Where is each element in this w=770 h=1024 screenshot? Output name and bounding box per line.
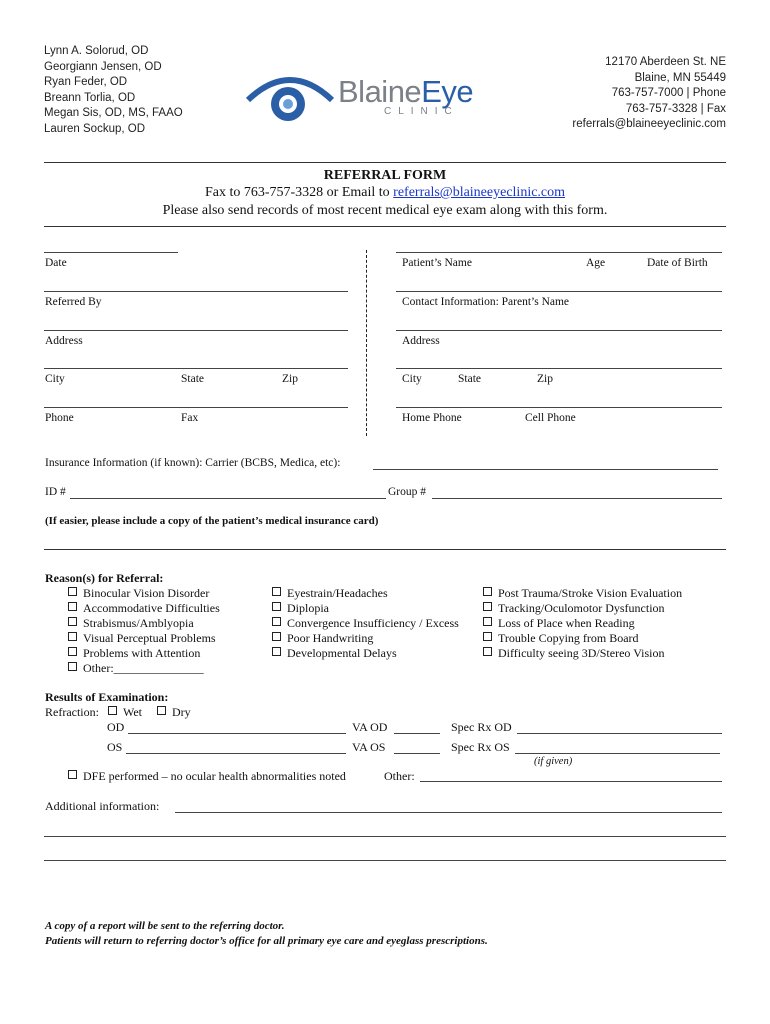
referrer-city-label: City xyxy=(45,373,65,385)
referrer-state-label: State xyxy=(181,373,204,385)
refraction-row xyxy=(45,705,191,720)
spec-os-field[interactable] xyxy=(515,753,720,754)
dfe-item[interactable] xyxy=(68,769,346,784)
va-od-field[interactable] xyxy=(394,733,440,734)
reason-item[interactable]: Accommodative Difficulties xyxy=(68,601,220,616)
insurance-divider xyxy=(44,549,726,550)
referred-by-field[interactable] xyxy=(44,291,348,292)
additional-info-label: Additional information: xyxy=(45,799,160,813)
reason-item[interactable]: Loss of Place when Reading xyxy=(483,616,682,631)
va-od-label: VA OD xyxy=(352,720,388,734)
checkbox[interactable] xyxy=(272,602,281,611)
va-os-label: VA OS xyxy=(352,740,386,754)
patient-address-label: Address xyxy=(402,335,440,347)
date-label: Date xyxy=(45,257,67,269)
wet-label: Wet xyxy=(122,705,143,719)
patient-name-field[interactable] xyxy=(396,252,722,253)
spec-od-label: Spec Rx OD xyxy=(451,720,512,734)
insurance-carrier-field[interactable] xyxy=(373,469,718,470)
patient-zip-label: Zip xyxy=(537,373,553,385)
insurance-group-label: Group # xyxy=(388,486,427,498)
checkbox[interactable] xyxy=(483,617,492,626)
records-note: Please also send records of most recent medical eye exam along with this form. xyxy=(162,203,608,218)
header-divider xyxy=(44,162,726,163)
checkbox[interactable] xyxy=(483,602,492,611)
insurance-id-field[interactable] xyxy=(70,498,386,499)
additional-info-line[interactable] xyxy=(44,836,726,837)
brand-subtitle: CLINIC xyxy=(384,106,459,117)
reason-item[interactable]: Strabismus/Amblyopia xyxy=(68,616,220,631)
checkbox[interactable] xyxy=(272,647,281,656)
referred-by-label: Referred By xyxy=(45,296,102,308)
reason-item[interactable]: Post Trauma/Stroke Vision Evaluation xyxy=(483,586,682,601)
referrer-phone-label: Phone xyxy=(45,412,74,424)
reason-item[interactable]: Problems with Attention xyxy=(68,646,220,661)
insurance-id-label: ID # xyxy=(45,486,66,498)
reason-item[interactable]: Developmental Delays xyxy=(272,646,459,661)
checkbox[interactable] xyxy=(483,587,492,596)
od-field[interactable] xyxy=(128,733,346,734)
doctor-name: Megan Sis, OD, MS, FAAO xyxy=(44,107,183,119)
reasons-column-1 xyxy=(68,586,220,676)
patient-address-field[interactable] xyxy=(396,330,722,331)
insurance-group-field[interactable] xyxy=(432,498,722,499)
checkbox[interactable] xyxy=(68,662,77,671)
reason-item[interactable]: Binocular Vision Disorder xyxy=(68,586,220,601)
parent-name-field[interactable] xyxy=(396,291,722,292)
additional-info-field[interactable] xyxy=(175,812,722,813)
doctor-name: Breann Torlia, OD xyxy=(44,91,136,104)
dfe-label: DFE performed – no ocular health abnormalities noted xyxy=(83,769,346,783)
os-field[interactable] xyxy=(126,753,346,754)
brand-name-accent: Eye xyxy=(421,74,474,109)
referrer-city-field[interactable] xyxy=(44,368,348,369)
clinic-address xyxy=(572,55,726,133)
address-email: referrals@blaineeyeclinic.com xyxy=(572,118,726,130)
address-line: 12170 Aberdeen St. NE xyxy=(605,56,726,68)
age-label: Age xyxy=(586,257,606,269)
va-os-field[interactable] xyxy=(394,753,440,754)
fax-text: Fax to 763-757-3328 or Email to xyxy=(204,185,394,200)
doctor-name: Lynn A. Solorud, OD xyxy=(44,45,149,57)
checkbox[interactable] xyxy=(68,602,77,611)
reason-item[interactable]: Tracking/Oculomotor Dysfunction xyxy=(483,601,682,616)
eye-logo-icon xyxy=(244,64,336,128)
checkbox[interactable] xyxy=(272,617,281,626)
patient-city-label: City xyxy=(402,373,422,385)
cell-phone-label: Cell Phone xyxy=(525,412,576,424)
checkbox[interactable] xyxy=(272,632,281,641)
dob-label: Date of Birth xyxy=(647,257,708,269)
checkbox[interactable] xyxy=(68,617,77,626)
reason-item[interactable]: Eyestrain/Headaches xyxy=(272,586,459,601)
patient-phone-field[interactable] xyxy=(396,407,722,408)
dry-checkbox[interactable] xyxy=(157,706,166,715)
referrer-zip-label: Zip xyxy=(282,373,298,385)
address-line: 763-757-7000 | Phone xyxy=(611,87,726,99)
spec-od-field[interactable] xyxy=(517,733,722,734)
reason-item[interactable]: Poor Handwriting xyxy=(272,631,459,646)
wet-checkbox[interactable] xyxy=(108,706,117,715)
reason-item[interactable]: Convergence Insufficiency / Excess xyxy=(272,616,459,631)
reasons-column-3 xyxy=(483,586,682,661)
date-field[interactable] xyxy=(44,252,178,253)
doctor-name: Ryan Feder, OD xyxy=(44,76,128,88)
page-title: REFERRAL FORM xyxy=(323,168,447,183)
checkbox[interactable] xyxy=(483,632,492,641)
od-label: OD xyxy=(107,720,125,734)
dfe-checkbox[interactable] xyxy=(68,770,77,779)
reason-item[interactable]: Trouble Copying from Board xyxy=(483,631,682,646)
os-label: OS xyxy=(107,740,123,754)
checkbox[interactable] xyxy=(272,587,281,596)
fax-email-line xyxy=(0,184,770,202)
doctor-name: Georgiann Jensen, OD xyxy=(44,60,162,73)
address-line: Blaine, MN 55449 xyxy=(634,71,726,84)
reason-item[interactable]: Visual Perceptual Problems xyxy=(68,631,220,646)
patient-city-field[interactable] xyxy=(396,368,722,369)
footer-note-1: A copy of a report will be sent to the referring doctor. xyxy=(45,920,285,932)
reasons-column-2 xyxy=(272,586,459,661)
parent-name-label: Contact Information: Parent’s Name xyxy=(402,296,570,308)
additional-info-line[interactable] xyxy=(44,860,726,861)
footer-note-2: Patients will return to referring doctor’s office for all primary eye care and eyeglass prescriptions. xyxy=(45,935,488,947)
checkbox[interactable] xyxy=(68,632,77,641)
checkbox[interactable] xyxy=(68,647,77,656)
section-separator xyxy=(366,250,367,436)
results-heading: Results of Examination: xyxy=(45,690,169,704)
insurance-note: (If easier, please include a copy of the patient’s medical insurance card) xyxy=(45,515,379,527)
referrer-address-field[interactable] xyxy=(44,330,348,331)
refraction-label: Refraction: xyxy=(45,705,99,719)
address-line: 763-757-3328 | Fax xyxy=(625,102,726,115)
home-phone-label: Home Phone xyxy=(402,412,462,424)
email-link[interactable]: referrals@blaineeyeclinic.com xyxy=(393,185,566,200)
reason-item[interactable]: Other:_______________ xyxy=(68,661,220,676)
reason-item[interactable]: Diplopia xyxy=(272,601,459,616)
referrer-address-label: Address xyxy=(45,335,83,347)
patient-state-label: State xyxy=(458,373,481,385)
if-given-note: (if given) xyxy=(534,756,573,767)
patient-name-label: Patient’s Name xyxy=(402,257,472,269)
other-label: Other: xyxy=(384,769,415,783)
reasons-heading: Reason(s) for Referral: xyxy=(45,571,164,585)
title-divider xyxy=(44,226,726,227)
referrer-fax-label: Fax xyxy=(181,412,199,424)
checkbox[interactable] xyxy=(68,587,77,596)
insurance-carrier-label: Insurance Information (if known): Carrier (BCBS, Medica, etc): xyxy=(45,457,341,469)
checkbox[interactable] xyxy=(483,647,492,656)
brand-name-plain: Blaine xyxy=(338,74,422,109)
referrer-phone-field[interactable] xyxy=(44,407,348,408)
doctor-list xyxy=(44,44,183,137)
other-field[interactable] xyxy=(420,781,722,782)
clinic-brand xyxy=(338,74,473,110)
spec-os-label: Spec Rx OS xyxy=(451,740,510,754)
doctor-name: Lauren Sockup, OD xyxy=(44,122,146,135)
reason-item[interactable]: Difficulty seeing 3D/Stereo Vision xyxy=(483,646,682,661)
dry-label: Dry xyxy=(172,705,191,719)
